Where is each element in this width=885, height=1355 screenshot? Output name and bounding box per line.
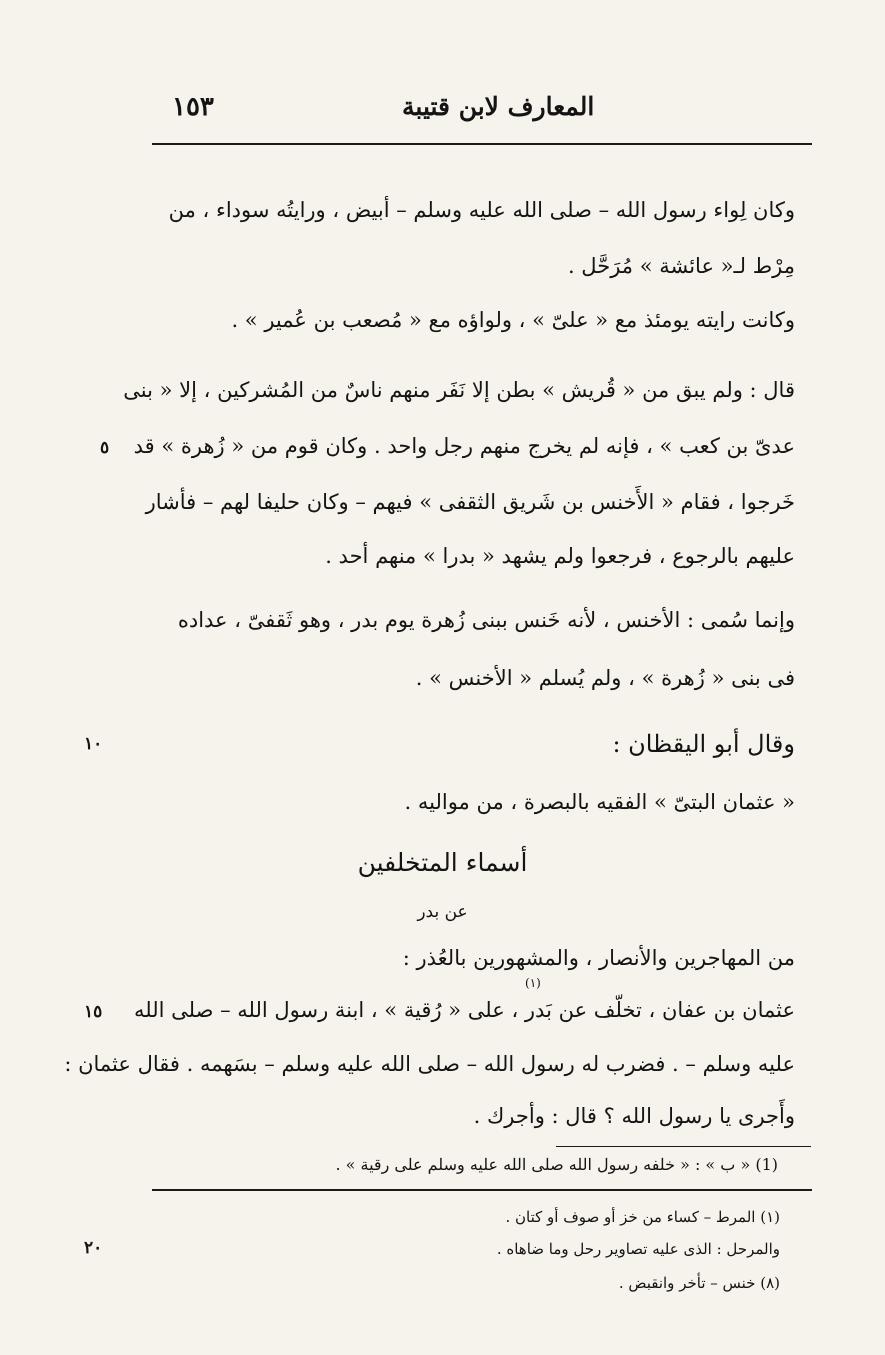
footnote-reference: (١)	[525, 976, 541, 990]
line-number: ١٠	[84, 734, 103, 754]
text-line: من المهاجرين والأنصار ، والمشهورين بالعُذر :	[402, 946, 795, 970]
text-line: وأَجرى يا رسول الله ؟ قال : وأجرك .	[473, 1104, 795, 1128]
text-line: وكان لِواء رسول الله – صلى الله عليه وسلم – أبيض ، ورايتُه سوداء ، من	[168, 198, 795, 222]
text-line: « عثمان البتىّ » الفقيه بالبصرة ، من مواليه .	[404, 790, 795, 814]
section-subheading: عن بدر	[417, 902, 468, 922]
gloss-line: (١) المرط – كساء من خز أو صوف أو كتان .	[505, 1208, 780, 1226]
text-line: عثمان بن عفان ، تخلّف عن بَدر ، على « رُقية » ، ابنة رسول الله – صلى الله	[134, 998, 795, 1022]
glossary-rule	[152, 1189, 812, 1191]
gloss-line: والمرحل : الذى عليه تصاوير رحل وما ضاهاه .	[496, 1240, 780, 1258]
text-line: وقال أبو اليقظان :	[612, 730, 795, 758]
footnote-rule	[556, 1146, 811, 1147]
variant-footnote: (1) « ب » : « خلفه رسول الله صلى الله عليه وسلم على رقية » .	[335, 1155, 778, 1174]
text-line: عليهم بالرجوع ، فرجعوا ولم يشهد « بدرا » منهم أحد .	[325, 544, 795, 568]
line-number: ١٥	[84, 1002, 103, 1022]
text-line: قال : ولم يبق من « قُريش » بطن إلا نَفَر منهم ناسٌ من المُشركين ، إلا « بنى	[123, 378, 795, 402]
text-line: فى بنى « زُهرة » ، ولم يُسلم « الأخنس » .	[415, 666, 795, 690]
text-line: وإنما سُمى : الأخنس ، لأنه خَنس ببنى زُهرة يوم بدر ، وهو ثَقفىّ ، عداده	[177, 608, 795, 632]
running-title: المعارف لابن قتيبة	[402, 92, 595, 121]
header-rule	[152, 143, 812, 145]
line-number: ٢٠	[84, 1238, 103, 1258]
line-number: ٥	[100, 438, 110, 458]
section-heading: أسماء المتخلفين	[357, 848, 528, 877]
text-line: مِرْط لـ« عائشة » مُرَحَّل .	[567, 254, 795, 278]
text-line: عليه وسلم – . فضرب له رسول الله – صلى الله عليه وسلم – بسَهمه . فقال عثمان :	[64, 1052, 795, 1076]
page-number: ١٥٣	[172, 92, 214, 122]
page-header	[152, 92, 812, 132]
text-line: وكانت رايته يومئذ مع « علىّ » ، ولواؤه مع « مُصعب بن عُمير » .	[231, 308, 795, 332]
gloss-line: (٨) خنس – تأخر وانقبض .	[618, 1274, 780, 1292]
text-line: عدىّ بن كعب » ، فإنه لم يخرج منهم رجل واحد . وكان قوم من « زُهرة » قد	[133, 434, 795, 458]
text-line: خَرجوا ، فقام « الأَخنس بن شَريق الثقفى » فيهم – وكان حليفا لهم – فأشار	[145, 490, 795, 514]
